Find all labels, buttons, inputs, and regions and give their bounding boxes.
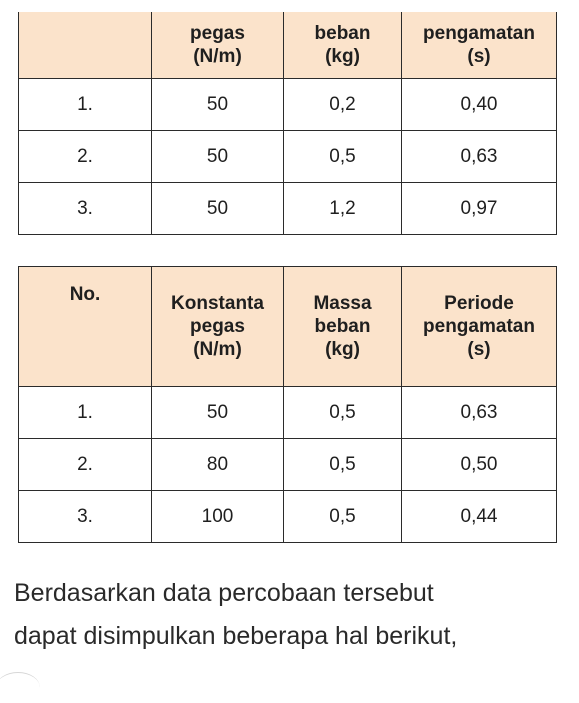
cell-periode: 0,44: [402, 491, 557, 543]
table-row: [19, 183, 557, 235]
header-line: pengamatan: [423, 316, 535, 337]
header-no: [19, 12, 152, 79]
header-line: Periode: [444, 293, 514, 314]
header-line: (s): [467, 46, 491, 67]
cell-massa: 0,5: [284, 491, 402, 543]
cell-periode: 0,63: [402, 131, 557, 183]
conclusion-paragraph: [14, 572, 457, 658]
cell-konstanta: 80: [152, 439, 284, 491]
header-line: (N/m): [193, 339, 242, 360]
cell-konstanta: 50: [152, 183, 284, 235]
table-row: [19, 387, 557, 439]
header-massa-beban: [284, 12, 402, 79]
cell-periode: 0,63: [402, 387, 557, 439]
cell-no: 1.: [19, 79, 152, 131]
conclusion-line-1: Berdasarkan data percobaan tersebut: [14, 579, 434, 607]
cell-massa: 0,5: [284, 439, 402, 491]
cell-no: 2.: [19, 131, 152, 183]
cell-no: 3.: [19, 491, 152, 543]
cell-massa: 0,5: [284, 387, 402, 439]
cell-massa: 0,2: [284, 79, 402, 131]
header-line: pegas: [190, 23, 245, 44]
cell-periode: 0,50: [402, 439, 557, 491]
table-row: [19, 439, 557, 491]
table-header-row: [19, 267, 557, 387]
cell-periode: 0,97: [402, 183, 557, 235]
header-line: (N/m): [193, 46, 242, 67]
header-line: beban: [314, 23, 371, 44]
header-massa-beban: [284, 267, 402, 387]
cell-konstanta: 100: [152, 491, 284, 543]
cell-massa: 0,5: [284, 131, 402, 183]
header-periode-pengamatan: [402, 267, 557, 387]
header-line: No.: [69, 284, 101, 305]
header-line: beban: [314, 316, 371, 337]
cell-konstanta: 50: [152, 387, 284, 439]
conclusion-line-2: dapat disimpulkan beberapa hal berikut,: [14, 622, 458, 650]
cell-no: 2.: [19, 439, 152, 491]
header-konstanta-pegas: [152, 12, 284, 79]
header-line: (kg): [325, 46, 360, 67]
header-line: (kg): [325, 339, 360, 360]
cell-massa: 1,2: [284, 183, 402, 235]
bottom-edge-arc: [0, 672, 40, 703]
header-line: Konstanta: [171, 293, 264, 314]
cell-konstanta: 50: [152, 131, 284, 183]
bottom-fade-overlay: [0, 652, 579, 681]
table-row: [19, 131, 557, 183]
header-periode-pengamatan: [402, 12, 557, 79]
experiment-table-2: [18, 266, 557, 543]
header-line: Massa: [313, 293, 372, 314]
header-line: (s): [467, 339, 491, 360]
table-row: [19, 79, 557, 131]
cell-periode: 0,40: [402, 79, 557, 131]
header-konstanta-pegas: [152, 267, 284, 387]
table-header-row: [19, 12, 557, 79]
cell-no: 1.: [19, 387, 152, 439]
header-line: pegas: [190, 316, 245, 337]
table-row: [19, 491, 557, 543]
header-line: pengamatan: [423, 23, 535, 44]
experiment-table-1: [18, 12, 557, 235]
cell-konstanta: 50: [152, 79, 284, 131]
header-no: [19, 267, 152, 387]
cell-no: 3.: [19, 183, 152, 235]
